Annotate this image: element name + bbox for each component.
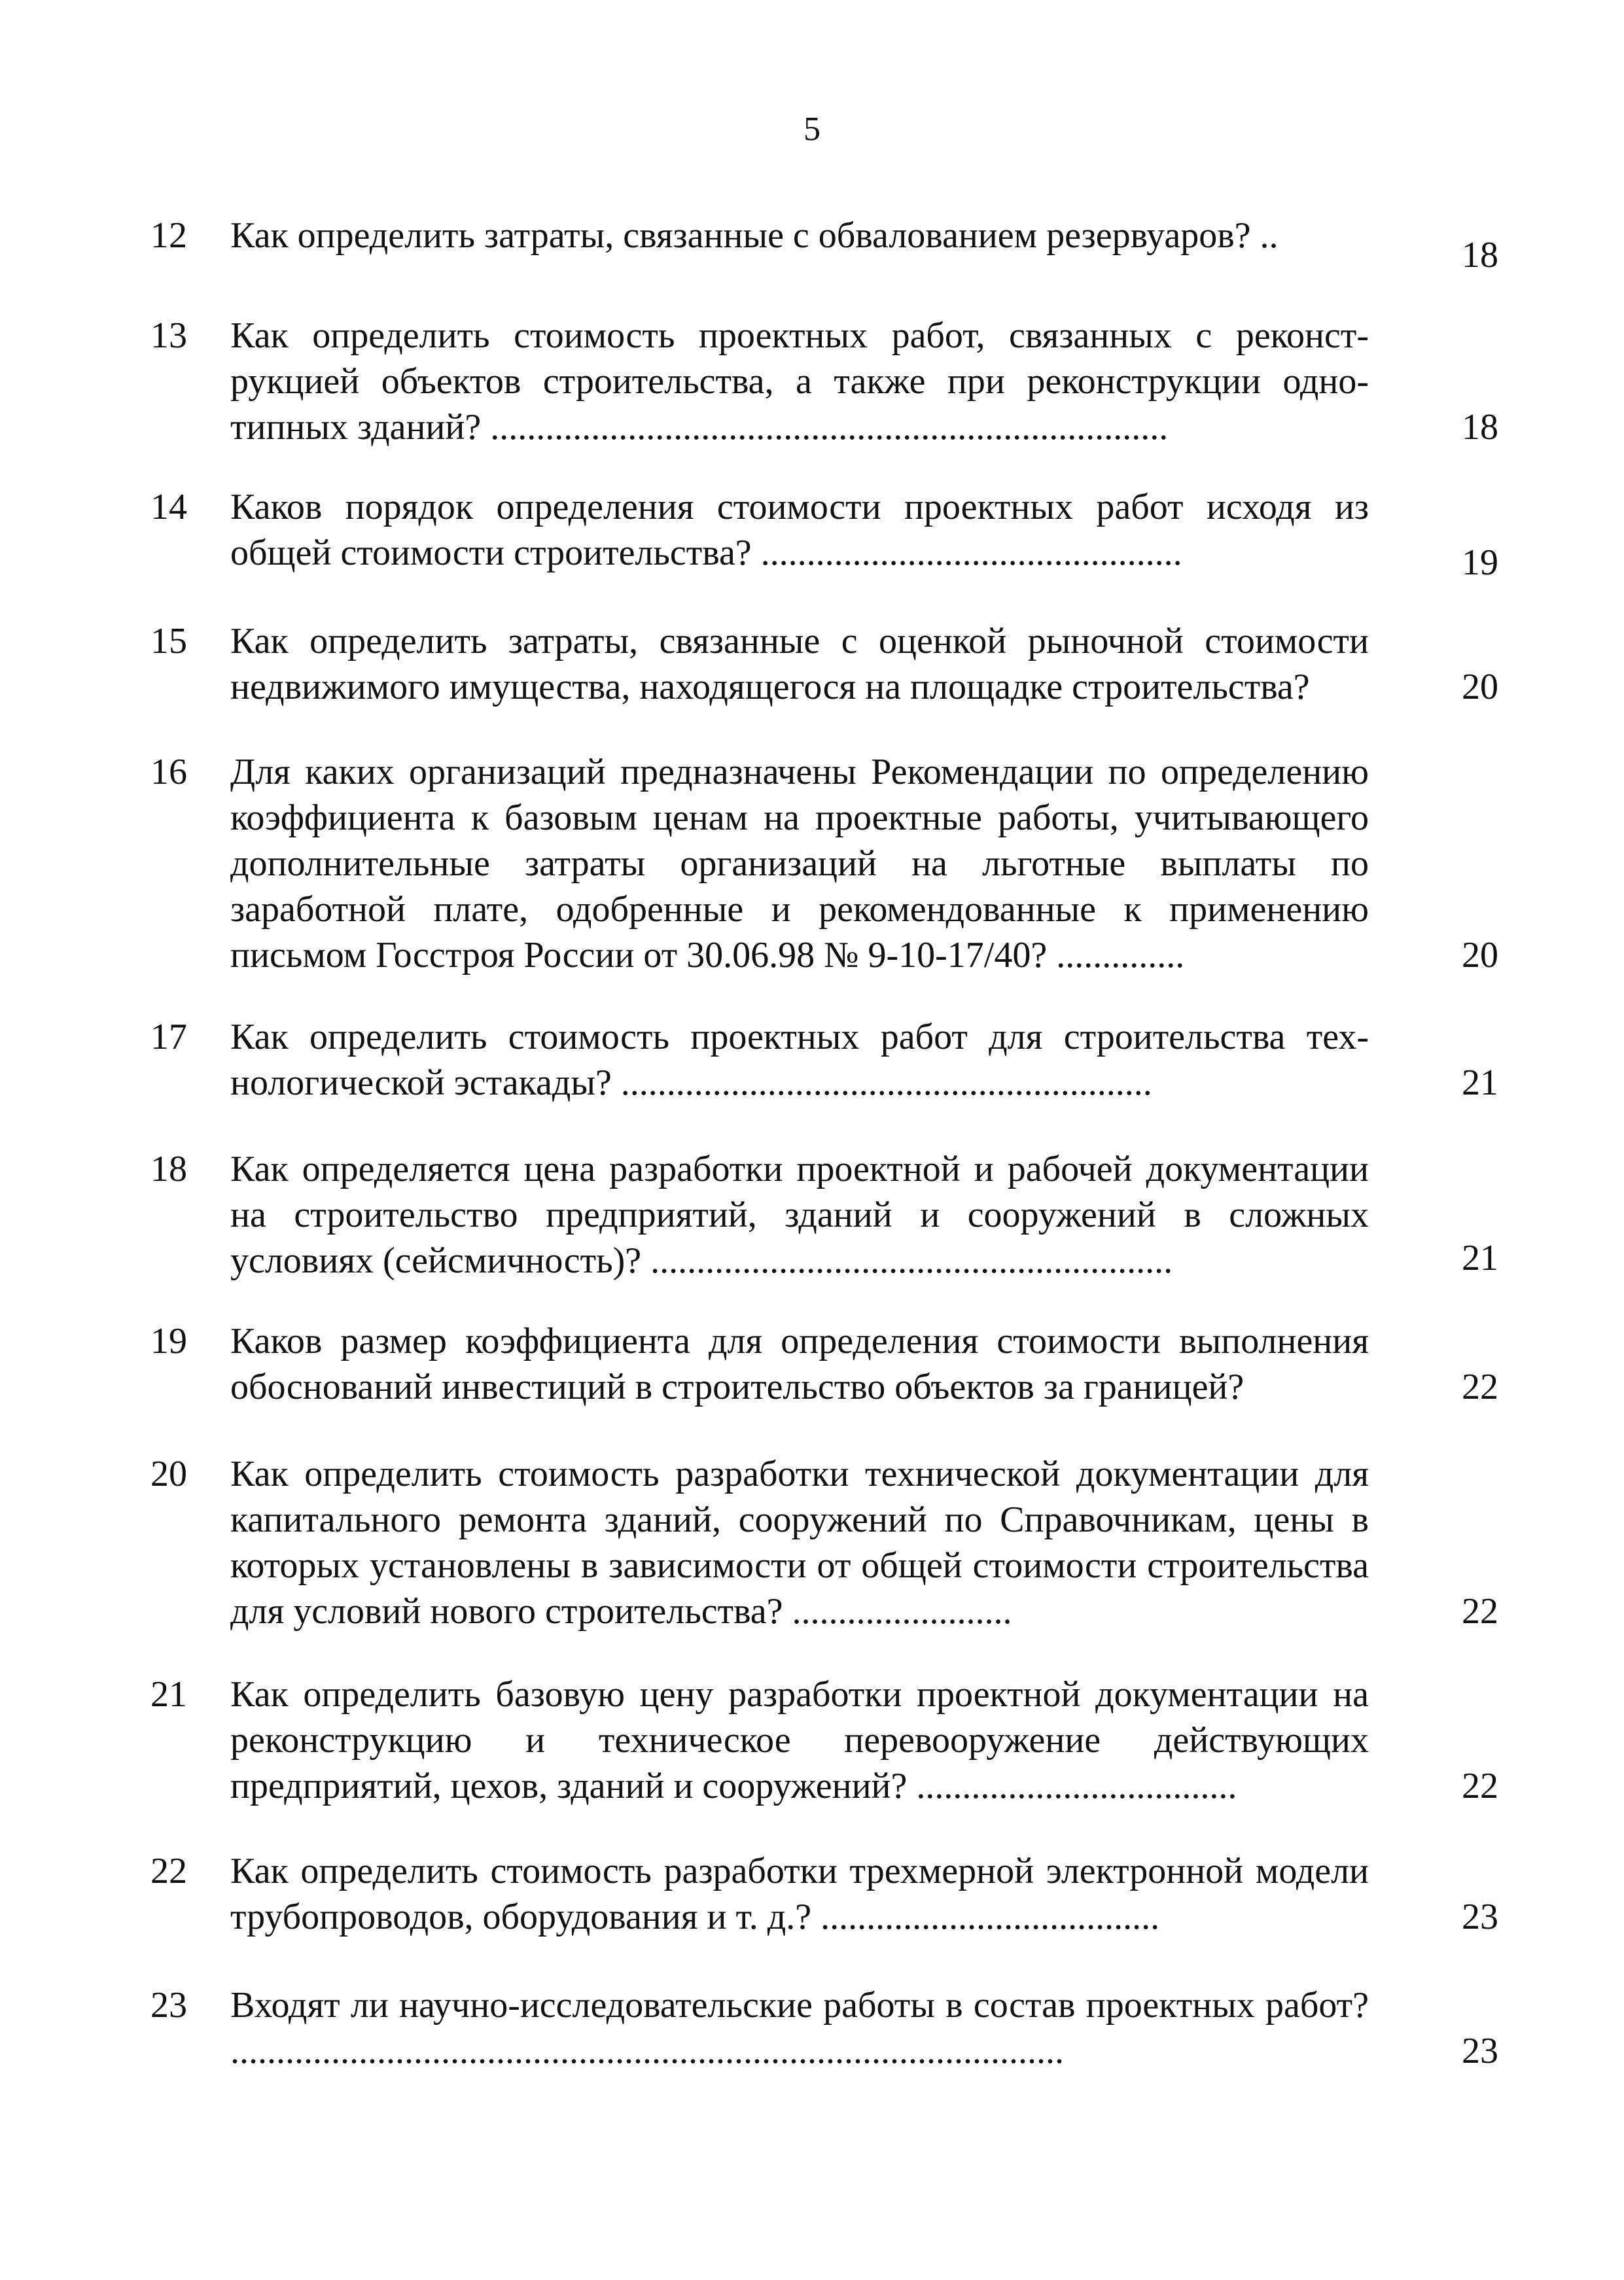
toc-entry-number: 21	[150, 1674, 187, 1715]
toc-entry-title: Как определить базовую цену разработки проектной документации на реконструкцию и техническое перевооружение действующих предприятий, цехов, зданий и сооружений? ...................................	[230, 1674, 1369, 1806]
toc-entry-title: Входят ли научно-исследовательские работы в состав проектных работ? ...........................................................................................	[230, 1985, 1369, 2071]
toc-entry-number: 14	[150, 487, 187, 527]
toc-entry-title: Каков порядок определения стоимости проектных работ исходя из общей стоимости строительства? ..............................................	[230, 487, 1369, 573]
toc-entry-title: Как определить стоимость проектных работ, связанных с реконструкцией объектов строительства, а также при реконструкции однотипных зданий? ..........................................................................	[230, 315, 1369, 447]
toc-entry-title: Для каких организаций предназначены Рекомендации по определению коэффициента к базовым ценам на проектные работы, учитывающего дополнительные затраты организаций на льготные выплаты по заработной плате, одобренные и рекомендованные к применению письмом Госстроя России от 30.06.98 № 9-10-17/40? ..............	[230, 752, 1369, 975]
toc-entry-title: Как определить стоимость проектных работ для строительства технологической эстакады? ..........................................................	[230, 1017, 1369, 1103]
toc-entry-title: Как определяется цена разработки проектной и рабочей документации на строительство предприятий, зданий и сооружений в сложных условиях (сейсмичность)? .........................................................	[230, 1149, 1369, 1281]
toc-entry-page: 22	[1462, 1766, 1498, 1806]
toc-entry-20	[0, 1451, 1624, 1647]
toc-entry-number: 16	[150, 752, 187, 792]
toc-entry-number: 22	[150, 1851, 187, 1891]
toc-entry-number: 18	[150, 1149, 187, 1189]
toc-entry-title: Как определить затраты, связанные с обвалованием резервуаров? ..	[230, 215, 1279, 256]
toc-entry-page: 22	[1462, 1591, 1498, 1632]
toc-entry-16	[0, 749, 1624, 975]
toc-entry-page: 20	[1462, 935, 1498, 975]
toc-entry-page: 21	[1462, 1062, 1498, 1103]
toc-entry-page: 20	[1462, 667, 1498, 707]
toc-entry-title: Как определить стоимость разработки трехмерной электронной модели трубопроводов, оборудования и т. д.? .....................................	[230, 1851, 1369, 1937]
toc-entry-number: 12	[150, 215, 187, 256]
toc-entry-page: 18	[1462, 407, 1498, 447]
toc-entry-number: 20	[150, 1454, 187, 1494]
toc-entry-23	[0, 1982, 1624, 2179]
toc-entry-page: 23	[1462, 2031, 1498, 2071]
toc-entry-number: 17	[150, 1017, 187, 1057]
toc-entry-title: Каков размер коэффициента для определения стоимости выполнения обоснований инвестиций в строительство объектов за границей?	[230, 1321, 1369, 1407]
toc-entry-title: Как определить стоимость разработки технической документации для капитального ремонта зданий, сооружений по Справочникам, цены в которых установлены в зависимости от общей стоимости строительства для условий нового строительства? ........................	[230, 1454, 1369, 1632]
toc-entry-number: 23	[150, 1985, 187, 2026]
toc-entry-18	[0, 1146, 1624, 1342]
toc-entry-page: 23	[1462, 1897, 1498, 1937]
toc-entry-number: 15	[150, 621, 187, 661]
toc-entry-page: 19	[1462, 542, 1498, 583]
toc-entry-number: 19	[150, 1321, 187, 1361]
toc-entry-13	[0, 313, 1624, 509]
toc-entry-number: 13	[150, 315, 187, 356]
toc-entry-21	[0, 1672, 1624, 1868]
page-number: 5	[803, 111, 821, 148]
toc-entry-page: 18	[1462, 235, 1498, 275]
toc-entry-page: 22	[1462, 1367, 1498, 1407]
toc-entry-title: Как определить затраты, связанные с оценкой рыночной стоимости недвижимого имущества, находящегося на площадке строительства?	[230, 621, 1369, 707]
toc-entry-page: 21	[1462, 1238, 1498, 1278]
